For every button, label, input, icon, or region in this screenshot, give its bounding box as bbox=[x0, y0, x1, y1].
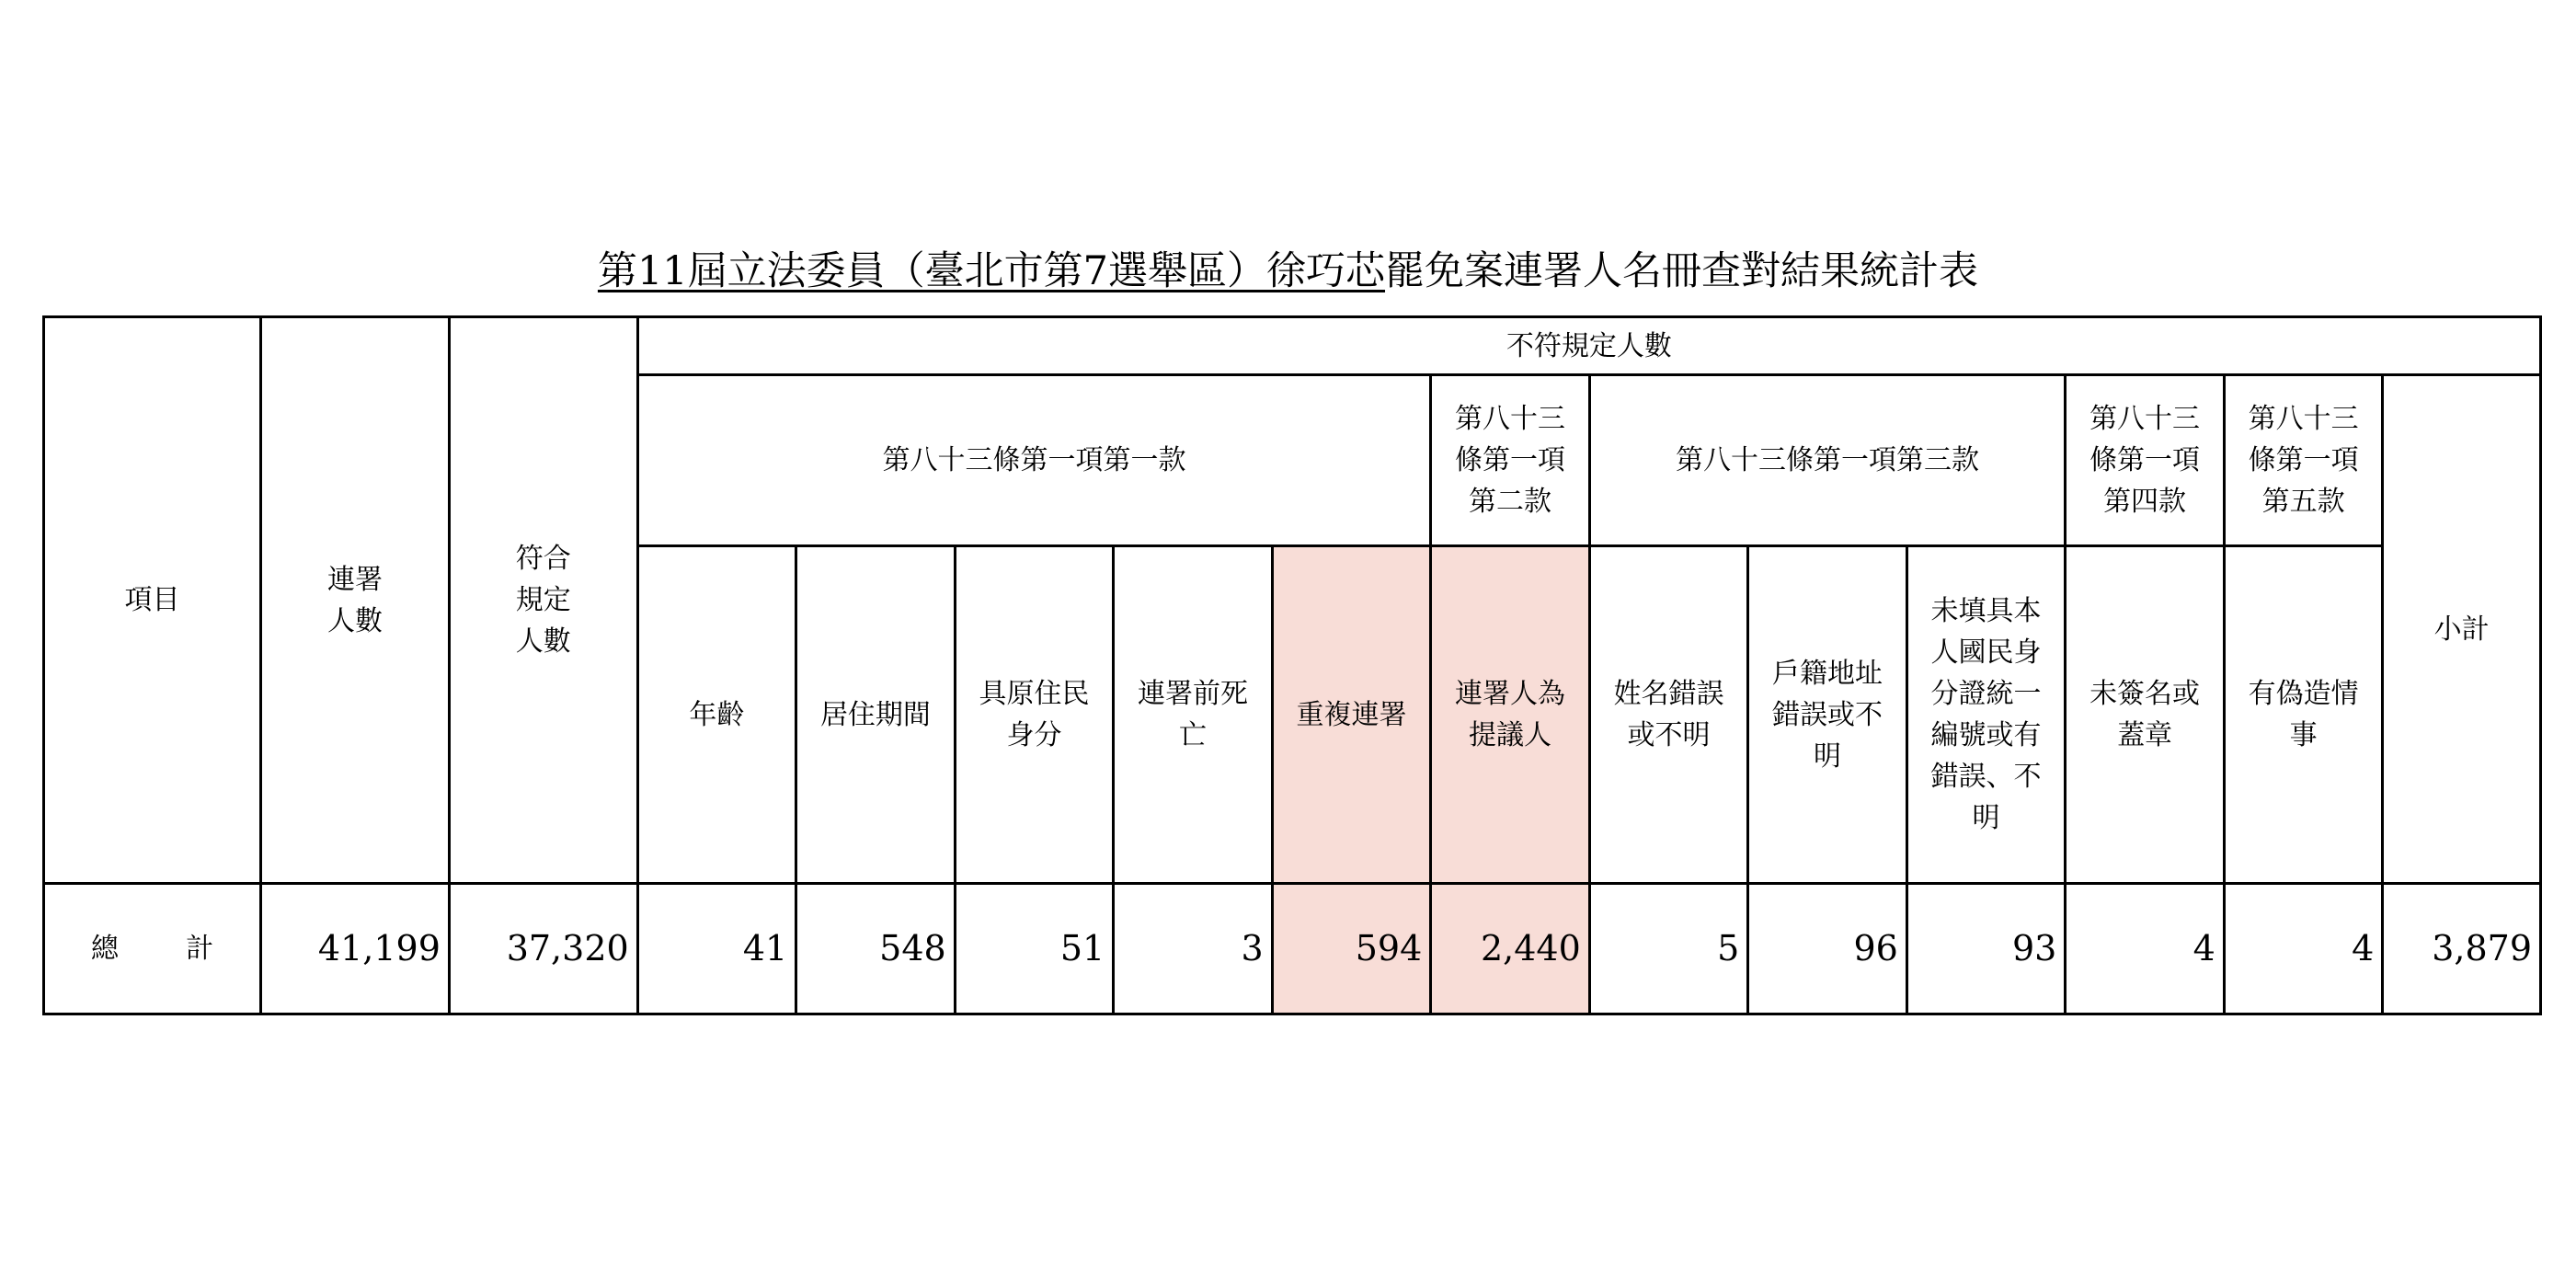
total-id-error: 93 bbox=[1906, 884, 2066, 1014]
title-rest: 罷免案連署人名冊查對結果統計表 bbox=[1385, 248, 1979, 294]
total-age: 41 bbox=[637, 884, 796, 1014]
header-age: 年齡 bbox=[637, 545, 796, 883]
total-signers: 41,199 bbox=[261, 884, 450, 1014]
total-proposer: 2,440 bbox=[1431, 884, 1590, 1014]
header-residence: 居住期間 bbox=[796, 545, 956, 883]
total-compliant: 37,320 bbox=[449, 884, 637, 1014]
header-art83-1-1: 第八十三條第一項第一款 bbox=[637, 375, 1431, 546]
total-duplicate: 594 bbox=[1272, 884, 1431, 1014]
total-no-signature: 4 bbox=[2066, 884, 2225, 1014]
document-title bbox=[0, 244, 2576, 299]
header-row-1 bbox=[44, 317, 2541, 375]
total-deceased: 3 bbox=[1114, 884, 1273, 1014]
total-name-error: 5 bbox=[1589, 884, 1748, 1014]
header-forgery: 有偽造情 事 bbox=[2224, 545, 2383, 883]
total-indigenous: 51 bbox=[955, 884, 1114, 1014]
total-address-error: 96 bbox=[1748, 884, 1907, 1014]
header-proposer: 連署人為 提議人 bbox=[1431, 545, 1590, 883]
header-name-error: 姓名錯誤 或不明 bbox=[1589, 545, 1748, 883]
total-subtotal: 3,879 bbox=[2383, 884, 2541, 1014]
total-row bbox=[44, 884, 2541, 1014]
header-no-signature: 未簽名或 蓋章 bbox=[2066, 545, 2225, 883]
header-art83-1-2: 第八十三 條第一項 第二款 bbox=[1431, 375, 1590, 546]
header-signers: 連署 人數 bbox=[261, 317, 450, 884]
header-subtotal: 小計 bbox=[2383, 375, 2541, 884]
header-item: 項目 bbox=[44, 317, 261, 884]
header-compliant: 符合 規定 人數 bbox=[449, 317, 637, 884]
title-underlined-part: 第11屆立法委員（臺北市第7選舉區）徐巧芯 bbox=[597, 248, 1386, 294]
header-deceased: 連署前死 亡 bbox=[1114, 545, 1273, 883]
header-indigenous: 具原住民 身分 bbox=[955, 545, 1114, 883]
header-art83-1-5: 第八十三 條第一項 第五款 bbox=[2224, 375, 2383, 546]
header-noncompliant-group: 不符規定人數 bbox=[637, 317, 2540, 375]
header-art83-1-3: 第八十三條第一項第三款 bbox=[1589, 375, 2066, 546]
header-id-error: 未填具本 人國民身 分證統一 編號或有 錯誤、不 明 bbox=[1906, 545, 2066, 883]
total-residence: 548 bbox=[796, 884, 956, 1014]
header-address-error: 戶籍地址 錯誤或不 明 bbox=[1748, 545, 1907, 883]
total-forgery: 4 bbox=[2224, 884, 2383, 1014]
header-duplicate: 重複連署 bbox=[1272, 545, 1431, 883]
header-art83-1-4: 第八十三 條第一項 第四款 bbox=[2066, 375, 2225, 546]
total-label: 總計 bbox=[44, 884, 261, 1014]
statistics-table bbox=[42, 315, 2542, 1015]
